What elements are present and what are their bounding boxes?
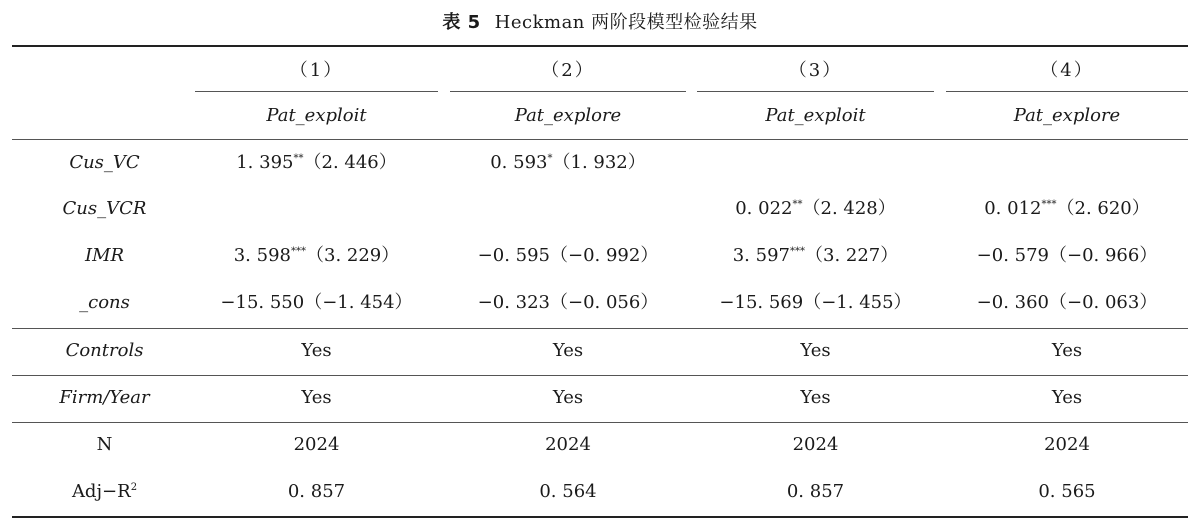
col-1-number: （1） [289,60,344,81]
table-cell [450,280,686,326]
row-label [12,233,197,279]
coefficient: 2024 [545,434,591,455]
significance-stars: *** [291,246,306,257]
table-cell [946,280,1188,326]
table-cell [450,186,686,232]
table-cell [450,328,686,374]
table-cell [450,375,686,421]
col-3-variable: Pat_exploit [765,105,866,126]
col-4-underline [946,91,1188,92]
coefficient: 3. 598 [233,245,291,266]
row-label-text: IMR [84,245,125,266]
coefficient: −0. 579 [976,245,1049,266]
row-label-text: Firm/Year [59,387,150,408]
t-statistic: （−0. 056） [550,292,659,313]
row-label-text: N [96,434,113,455]
coefficient: 2024 [1044,434,1090,455]
top-rule [12,45,1188,47]
t-statistic: （2. 428） [802,198,896,219]
table-cell [946,186,1188,232]
table-caption [0,8,1200,34]
table-cell [697,186,934,232]
rule-after-controls [12,375,1188,376]
col-4-number: （4） [1040,60,1094,81]
t-statistic: （2. 620） [1056,198,1150,219]
coefficient: 0. 857 [786,481,845,502]
coefficient: 0. 022 [735,198,793,219]
coefficient: 1. 395 [236,152,294,173]
table-cell [946,140,1188,186]
row-label-text: Cus_VC [69,152,140,173]
table-cell [697,375,934,421]
col-4-variable: Pat_explore [1013,105,1121,126]
coefficient: 0. 565 [1038,481,1096,502]
table-cell [450,422,686,468]
t-statistic: （3. 227） [805,245,899,266]
coefficient: 0. 593 [490,152,548,173]
coefficient: Yes [800,340,831,361]
rule-after-firm-year [12,422,1188,423]
row-label [12,186,197,232]
row-label-text: Controls [65,340,144,361]
table-cell [697,233,934,279]
coefficient: 2024 [293,434,340,455]
table-cell [195,422,438,468]
table-cell [195,375,438,421]
significance-stars: *** [1041,199,1057,210]
table-cell [946,375,1188,421]
significance-stars: * [547,153,553,164]
table-cell [450,140,686,186]
row-label [12,375,197,421]
table-cell [697,140,934,186]
t-statistic: （−0. 992） [550,245,659,266]
table-cell [946,233,1188,279]
bottom-rule [12,516,1188,518]
table-cell [195,280,438,326]
col-1-variable: Pat_exploit [266,105,367,126]
col-2-variable: Pat_explore [514,105,622,126]
row-label-text: _cons [79,292,130,313]
row-label-text: Cus_VCR [62,198,147,219]
coefficient: Yes [800,387,831,408]
row-label [12,469,197,515]
t-statistic: （−1. 454） [304,292,413,313]
row-label-superscript: 2 [130,482,138,493]
coefficient: −15. 569 [719,292,804,313]
coefficient: Yes [552,340,584,361]
table-cell [697,280,934,326]
row-label [12,422,197,468]
table-cell [195,328,438,374]
significance-stars: ** [293,153,304,164]
coefficient: −0. 323 [477,292,550,313]
coefficient: Yes [301,340,332,361]
row-label [12,328,197,374]
coefficient: −15. 550 [220,292,305,313]
table-cell [450,233,686,279]
table-cell [946,328,1188,374]
table-cell [697,328,934,374]
coefficient: 0. 857 [287,481,346,502]
coefficient: 0. 012 [984,198,1042,219]
table-cell [450,469,686,515]
table-cell [946,469,1188,515]
t-statistic: （−1. 455） [803,292,912,313]
coefficient: 3. 597 [732,245,790,266]
table-cell [195,186,438,232]
significance-stars: *** [790,246,805,257]
table-cell [697,469,934,515]
t-statistic: （2. 446） [303,152,397,173]
t-statistic: （1. 932） [552,152,646,173]
coefficient: Yes [1051,387,1083,408]
coefficient: Yes [1051,340,1083,361]
t-statistic: （3. 229） [306,245,400,266]
table-title: Heckman 两阶段模型检验结果 [494,12,758,33]
coefficient: 0. 564 [539,481,597,502]
t-statistic: （−0. 063） [1049,292,1158,313]
col-3-number: （3） [788,60,843,81]
coefficient: Yes [552,387,584,408]
table-cell [195,140,438,186]
table-cell [195,233,438,279]
coefficient: Yes [301,387,332,408]
col-2-number: （2） [541,60,595,81]
table-cell [946,422,1188,468]
rule-after-cons [12,328,1188,329]
row-label [12,280,197,326]
col-1-underline [195,91,438,92]
col-2-underline [450,91,686,92]
significance-stars: ** [792,199,803,210]
coefficient: −0. 595 [477,245,550,266]
row-label-text: Adj−R [71,481,131,502]
table-cell [697,422,934,468]
t-statistic: （−0. 966） [1049,245,1158,266]
row-label [12,140,197,186]
coefficient: −0. 360 [976,292,1049,313]
table-label: 表 5 [442,12,481,33]
coefficient: 2024 [792,434,839,455]
col-3-underline [697,91,934,92]
table-cell [195,469,438,515]
